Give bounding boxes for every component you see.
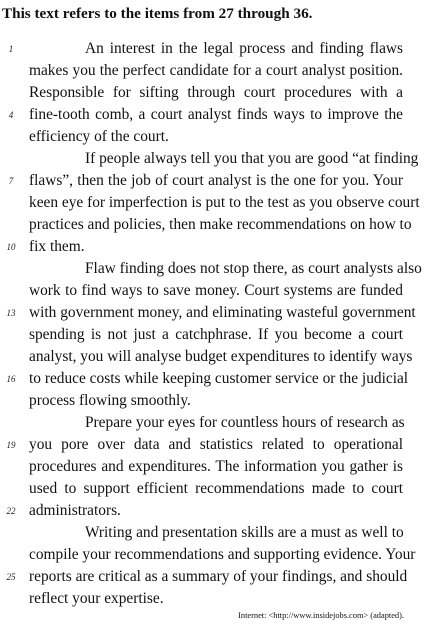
passage-line: reflect your expertise.	[29, 590, 164, 607]
passage-line: you pore over data and statistics related to operational	[29, 436, 403, 453]
line-number: 16	[6, 374, 16, 384]
passage-line: efficiency of the court.	[29, 128, 169, 145]
passage-line: with government money, and eliminating wasteful government	[29, 304, 416, 321]
passage-line: procedures and expenditures. The information you gather is	[29, 458, 403, 475]
passage-line: compile your recommendations and supporting evidence. Your	[29, 546, 416, 563]
passage-line: administrators.	[29, 502, 121, 519]
passage-line: spending is not just a catchphrase. If you become a court	[29, 326, 403, 343]
line-number: 19	[6, 440, 16, 450]
passage-line: fine-tooth comb, a court analyst finds ways to improve the	[29, 106, 403, 123]
passage-line: If people always tell you that you are good “at finding	[85, 150, 419, 167]
line-number: 4	[8, 110, 14, 120]
passage-line: practices and policies, then make recommendations on how to	[29, 216, 412, 233]
passage-line: Prepare your eyes for countless hours of research as	[85, 414, 405, 431]
line-number: 1	[8, 44, 14, 54]
passage-line: Responsible for sifting through court procedures with a	[29, 84, 403, 101]
passage-line: analyst, you will analyse budget expenditures to identify ways	[29, 348, 413, 365]
passage-line: to reduce costs while keeping customer service or the judicial	[29, 370, 409, 387]
source-citation: Internet: <http://www.insidejobs.com> (adapted).	[238, 611, 404, 620]
passage-line: makes you the perfect candidate for a court analyst position.	[29, 62, 403, 79]
passage-line: work to find ways to save money. Court systems are funded	[29, 282, 403, 299]
passage-line: Flaw finding does not stop there, as court analysts also	[85, 260, 422, 277]
line-number: 10	[6, 242, 16, 252]
passage-line: used to support efficient recommendations made to court	[29, 480, 403, 497]
passage-line: Writing and presentation skills are a must as well to	[85, 524, 404, 541]
text-heading: This text refers to the items from 27 through 36.	[2, 5, 313, 22]
line-number: 25	[6, 572, 16, 582]
passage-line: process flowing smoothly.	[29, 392, 191, 409]
line-number: 7	[8, 176, 14, 186]
line-number: 13	[6, 308, 16, 318]
passage-line: An interest in the legal process and finding flaws	[85, 40, 403, 57]
passage-line: flaws”, then the job of court analyst is the one for you. Your	[29, 172, 403, 189]
line-number: 22	[6, 506, 16, 516]
passage-line: reports are critical as a summary of your findings, and should	[29, 568, 408, 585]
passage-line: fix them.	[29, 238, 85, 255]
passage-line: keen eye for imperfection is put to the test as you observe court	[29, 194, 420, 211]
